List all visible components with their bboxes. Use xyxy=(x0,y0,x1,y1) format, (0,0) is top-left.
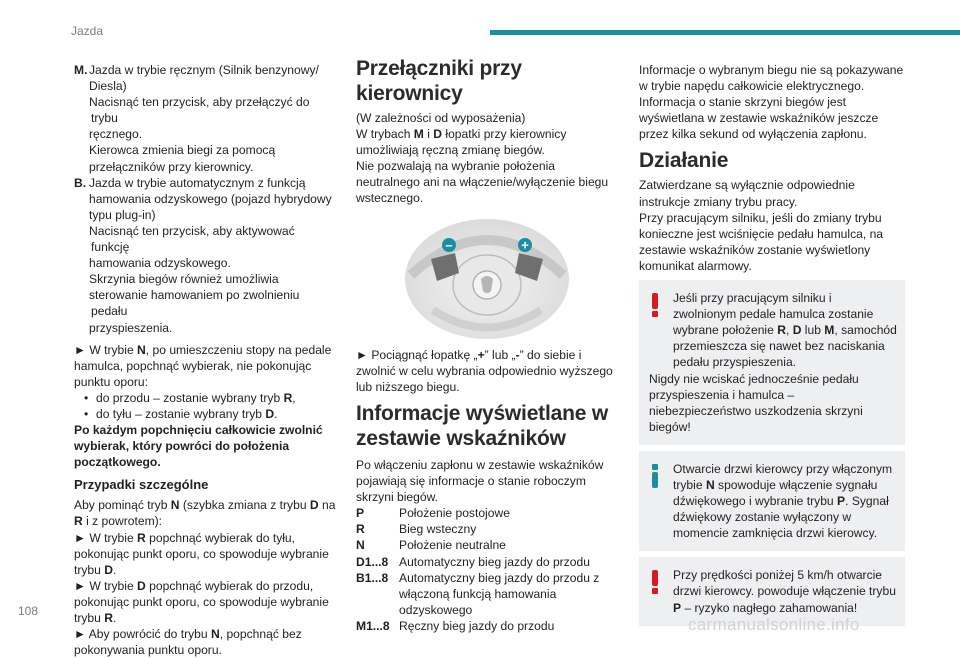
column-right xyxy=(639,62,905,626)
warning-exclamation-icon xyxy=(651,293,659,317)
mode-b-definition xyxy=(74,175,336,336)
info-icon xyxy=(651,464,659,488)
mode-m-line: przełączników przy kierownicy. xyxy=(89,159,254,174)
paddle-plus-label: + xyxy=(521,237,529,253)
steering-paddles-heading: Przełączniki przy kierownicy xyxy=(356,57,522,105)
mode-m-line: ręcznego. xyxy=(89,127,143,142)
mode-m-text xyxy=(91,62,336,175)
warning-box: Przy prędkości poniżej 5 km/h otwarcie drzwi kierowcy. powoduje włączenie trybu P – ryzyko nagłego zahamowania! xyxy=(639,557,905,625)
operation-heading: Działanie xyxy=(639,149,729,173)
mode-b-line: przyspieszenia. xyxy=(89,320,173,335)
list-item: • do przodu – zostanie wybrany tryb R, xyxy=(84,390,296,405)
operation-text: Przy pracującym silniku, jeśli do zmiany trybu konieczne jest wciśnięcie pedału hamulca, na zestawie wskaźników zostanie wyświetlony komunikat alarmowy. xyxy=(639,210,884,273)
operation-text: Zatwierdzane są wyłącznie odpowiednie instrukcje zmiany trybu pracy. xyxy=(639,178,855,209)
special-case-text: ► W trybie D popchnąć wybierak do przodu, pokonując punkt oporu, co spowoduje wybranie trybu R. xyxy=(74,578,329,625)
list-item: P Położenie postojowe xyxy=(356,506,510,521)
mode-m-line: Kierowca zmienia biegi za pomocą xyxy=(89,143,276,158)
warning-box: Jeśli przy pracującym silniku i zwolnionym pedale hamulca zostanie wybrane położenie R, D lub M, samochód przemieszcza się nawet bez naciskania pedału przyspieszenia. Nigdy nie wciskać jednocześnie pedału przyspieszenia i hamulca – niebezpieczeństwo uszkodzenia skrzyni biegów! xyxy=(639,280,905,445)
column-middle xyxy=(356,56,622,634)
list-item: N Położenie neutralne xyxy=(356,538,506,553)
steering-wheel-illustration xyxy=(403,215,571,335)
mode-m-line: Diesla) xyxy=(89,79,127,94)
mode-m-definition xyxy=(74,62,336,175)
paddles-description: W trybach M i D łopatki przy kierownicy umożliwiają ręczną zmianę biegów. xyxy=(356,127,567,158)
mode-b-key: B. xyxy=(74,175,87,190)
paddles-limitation: Nie pozwalają na wybranie położenia neutralnego ani na włączenie/wyłączenie biegu wstecznego. xyxy=(356,159,609,206)
section-title: Jazda xyxy=(71,24,104,38)
display-info-heading: Informacje wyświetlane w zestawie wskaźników xyxy=(356,401,608,450)
mode-b-line: hamowania odzyskowego. xyxy=(89,256,231,271)
mode-n-intro: ► W trybie N, po umieszczeniu stopy na pedale hamulca, popchnąć wybierak, nie pokonując punktu oporu: xyxy=(74,342,332,389)
list-item: B1...8 Automatyczny bieg jazdy do przodu z włączoną funkcją hamowania odzyskowego xyxy=(356,570,600,617)
special-case-text: ► W trybie R popchnąć wybierak do tyłu, pokonując punkt oporu, co spowoduje wybranie trybu D. xyxy=(74,530,329,577)
list-item: • do tyłu – zostanie wybrany tryb D. xyxy=(84,406,278,421)
paddle-instruction: ► Pociągnąć łopatkę „+” lub „-” do siebie i zwolnić w celu wybrania odpowiednio wyższego lub niższego biegu. xyxy=(356,347,613,394)
page-number: 108 xyxy=(18,604,39,618)
mode-m-line: Nacisnąć ten przycisk, aby przełączyć do trybu xyxy=(89,95,310,126)
paddle-minus-label: – xyxy=(445,237,453,253)
mode-b-line: Nacisnąć ten przycisk, aby aktywować funkcję xyxy=(89,223,295,255)
special-cases-heading: Przypadki szczególne xyxy=(74,477,209,493)
special-case-text: Aby pominąć tryb N (szybka zmiana z trybu D na R i z powrotem): xyxy=(74,498,336,529)
mode-b-line: Jazda w trybie automatycznym z funkcją xyxy=(89,175,306,190)
paddles-availability: (W zależności od wyposażenia) xyxy=(356,111,526,125)
ignition-off-note: Informacja o stanie skrzyni biegów jest wyświetlana w zestawie wskaźników jeszcze przez kilka sekund od wyłączenia zapłonu. xyxy=(639,95,879,142)
mode-b-line: sterowanie hamowaniem po zwolnieniu pedału xyxy=(89,288,300,319)
column-left xyxy=(74,62,336,658)
special-case-text: ► Aby powrócić do trybu N, popchnąć bez pokonywania punktu oporu. xyxy=(74,627,302,658)
list-item: R Bieg wsteczny xyxy=(356,522,477,537)
warning-exclamation-icon xyxy=(651,570,659,594)
list-item: M1...8 Ręczny bieg jazdy do przodu xyxy=(356,618,555,633)
electric-mode-note: Informacje o wybranym biegu nie są pokazywane w trybie napędu całkowicie elektrycznego. xyxy=(639,63,904,94)
display-info-text: Po włączeniu zapłonu w zestawie wskaźników pojawiają się informacje o stanie roboczym skrzyni biegów. xyxy=(356,457,604,505)
mode-b-line: Skrzynia biegów również umożliwia xyxy=(89,272,279,287)
release-selector-note: Po każdym popchnięciu całkowicie zwolnić wybierak, który powróci do położenia początkowego. xyxy=(74,423,323,470)
mode-b-line: hamowania odzyskowego (pojazd hybrydowy xyxy=(89,191,332,206)
list-item: D1...8 Automatyczny bieg jazdy do przodu xyxy=(356,554,590,569)
mode-m-line: Jazda w trybie ręcznym (Silnik benzynowy/ xyxy=(89,63,319,77)
mode-b-text xyxy=(91,175,336,336)
watermark: carmanualsonline.info xyxy=(688,615,860,634)
header-accent-bar xyxy=(490,30,960,35)
mode-m-key: M. xyxy=(74,63,88,77)
info-box: Otwarcie drzwi kierowcy przy włączonym trybie N spowoduje włączenie sygnału dźwiękowego i wybranie trybu P. Sygnał dźwiękowy zostanie wyłączony w momencie zamknięcia drzwi kierowcy. xyxy=(639,451,905,551)
mode-b-line: typu plug-in) xyxy=(89,207,156,222)
